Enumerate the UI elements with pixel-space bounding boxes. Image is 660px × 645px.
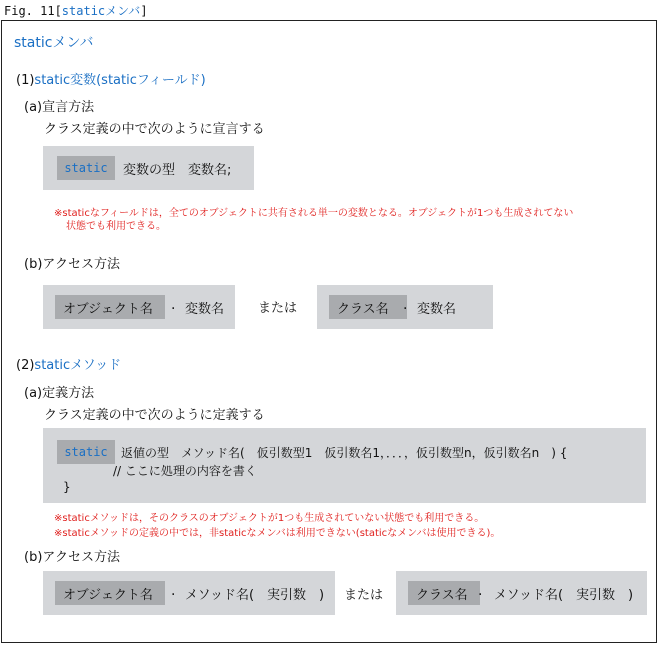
section1b-heading: (b)アクセス方法 (24, 257, 121, 272)
section1-title: static変数(staticフィールド) (34, 73, 206, 88)
method-access-object-box (43, 571, 335, 615)
section2a-heading: (a)定義方法 (24, 386, 95, 401)
declaration-box (43, 146, 254, 190)
figure-frame (1, 20, 657, 643)
access-dot: . (171, 297, 176, 313)
or-label-2: または (344, 588, 384, 603)
figure-title: staticメンバ (14, 35, 94, 51)
figure-caption (4, 2, 148, 19)
object-name-tag: オブジェクト名 (55, 295, 165, 319)
declaration-static-keyword: static (57, 156, 115, 180)
access-variable: 変数名 (185, 302, 225, 317)
section1-note-line1: ※staticなフィールドは，全てのオブジェクトに共有される単一の変数となる。オブジェクトが1つも生成されてない (54, 208, 574, 219)
access-variable-2: 変数名 (417, 302, 457, 317)
section2-note-line2: ※staticメソッドの定義の中では，非staticなメンバは利用できない(staticなメンバは使用できる)。 (54, 528, 501, 539)
method-body-comment: // ここに処理の内容を書く (113, 464, 257, 478)
method-access-dot: . (171, 583, 176, 599)
access-dot-2: . (403, 297, 408, 313)
section1a-description: クラス定義の中で次のように宣言する (44, 122, 265, 137)
section2-note-line1: ※staticメソッドは，そのクラスのオブジェクトが1つも生成されていない状態でも利用できる。 (54, 513, 485, 524)
section1-heading (16, 69, 206, 88)
section1a-heading: (a)宣言方法 (24, 100, 95, 115)
section1-note-line2: 状態でも利用できる。 (66, 221, 166, 232)
class-name-tag: クラス名 (329, 295, 407, 319)
method-signature: 返値の型 メソッド名( 仮引数型1 仮引数名1，．．．，仮引数型n，仮引数名n ) { (121, 446, 568, 460)
section2-heading (16, 354, 121, 373)
section2b-heading: (b)アクセス方法 (24, 550, 121, 565)
section2a-description: クラス定義の中で次のように定義する (44, 408, 265, 423)
method-access-dot-2: . (478, 583, 483, 599)
method-definition-box (43, 428, 646, 503)
method-class-name-tag: クラス名 (408, 581, 480, 605)
method-access-class-box (396, 571, 647, 615)
caption-suffix: ] (140, 4, 148, 18)
section2-title: staticメソッド (34, 358, 122, 373)
or-label-1: または (258, 301, 298, 316)
section2-number: (2) (16, 358, 35, 373)
access-class-box (317, 285, 493, 329)
access-object-box (43, 285, 235, 329)
method-access-call: メソッド名( 実引数 ) (185, 588, 325, 603)
method-static-keyword: static (57, 440, 115, 464)
method-object-name-tag: オブジェクト名 (55, 581, 165, 605)
method-closing-brace: } (63, 480, 71, 494)
caption-keyword: staticメンバ (61, 4, 141, 18)
caption-prefix: Fig. 11[ (4, 4, 62, 18)
declaration-text: 変数の型 変数名; (123, 163, 232, 178)
method-access-call-2: メソッド名( 実引数 ) (494, 588, 634, 603)
section1-number: (1) (16, 73, 35, 88)
